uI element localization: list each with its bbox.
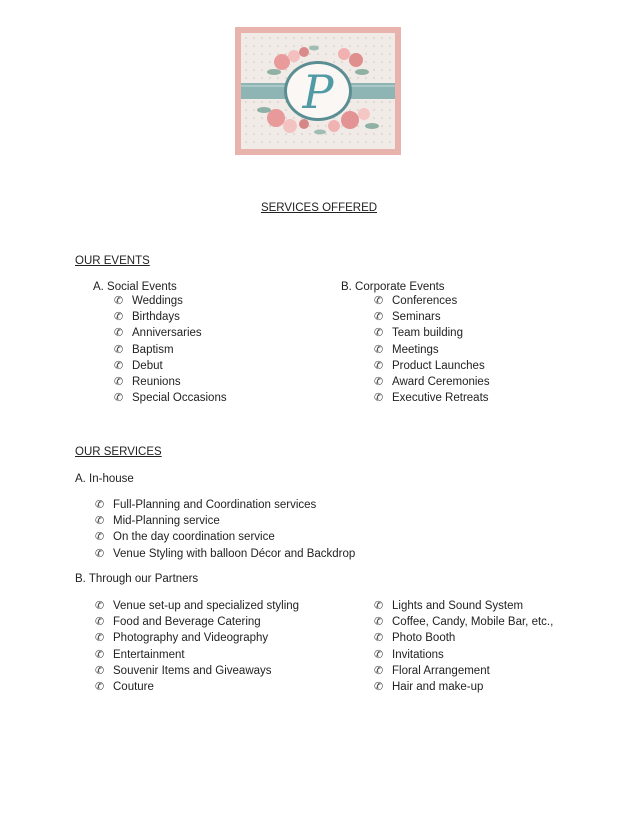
- list-item: ✆ Invitations: [374, 647, 553, 663]
- list-item: ✆ Hair and make-up: [374, 679, 553, 695]
- quill-bullet-icon: ✆: [374, 648, 384, 661]
- list-item: ✆ Souvenir Items and Giveaways: [95, 663, 299, 679]
- list-item: ✆ Entertainment: [95, 647, 299, 663]
- list-item: ✆ Product Launches: [374, 358, 490, 374]
- quill-bullet-icon: ✆: [374, 600, 384, 612]
- list-item: ✆ Food and Beverage Catering: [95, 614, 299, 630]
- quill-bullet-icon: ✆: [95, 616, 105, 629]
- list-item: ✆ Debut: [114, 358, 227, 374]
- list-item: ✆ Conferences: [374, 293, 490, 309]
- quill-bullet-icon: ✆: [114, 359, 124, 372]
- list-item: ✆ Birthdays: [114, 309, 227, 325]
- logo-letter: P: [302, 65, 334, 119]
- list-item: ✆ Award Ceremonies: [374, 374, 490, 390]
- quill-bullet-icon: ✆: [114, 375, 124, 388]
- quill-bullet-icon: ✆: [374, 343, 384, 356]
- list-item: ✆ Coffee, Candy, Mobile Bar, etc.,: [374, 614, 553, 630]
- social-events-list: [114, 293, 227, 406]
- partners-list-left: [95, 598, 299, 695]
- quill-bullet-icon: ✆: [374, 311, 384, 324]
- quill-bullet-icon: ✆: [95, 499, 105, 511]
- quill-bullet-icon: ✆: [374, 392, 384, 405]
- list-item: ✆ Venue Styling with balloon Décor and Backdrop: [95, 546, 355, 562]
- quill-bullet-icon: ✆: [374, 680, 384, 693]
- list-item: ✆ Reunions: [114, 374, 227, 390]
- quill-bullet-icon: ✆: [374, 632, 384, 645]
- quill-bullet-icon: ✆: [114, 327, 124, 340]
- list-item: ✆ Floral Arrangement: [374, 663, 553, 679]
- partners-list-right: [374, 598, 553, 695]
- quill-bullet-icon: ✆: [374, 327, 384, 340]
- quill-bullet-icon: ✆: [95, 547, 105, 560]
- list-item: ✆ Lights and Sound System: [374, 598, 553, 614]
- list-item: ✆ Weddings: [114, 293, 227, 309]
- quill-bullet-icon: ✆: [95, 515, 105, 528]
- list-item: ✆ Special Occasions: [114, 390, 227, 406]
- list-item: ✆ On the day coordination service: [95, 529, 355, 545]
- list-item: ✆ Team building: [374, 325, 490, 341]
- list-item: ✆ Seminars: [374, 309, 490, 325]
- quill-bullet-icon: ✆: [374, 616, 384, 629]
- quill-bullet-icon: ✆: [114, 311, 124, 324]
- list-item: ✆ Anniversaries: [114, 325, 227, 341]
- page-title: SERVICES OFFERED: [260, 202, 378, 214]
- list-item: ✆ Full-Planning and Coordination services: [95, 497, 355, 513]
- list-item: ✆ Photography and Videography: [95, 630, 299, 646]
- social-events-label: A. Social Events: [93, 281, 177, 293]
- quill-bullet-icon: ✆: [95, 531, 105, 544]
- brand-logo: [234, 26, 402, 156]
- quill-bullet-icon: ✆: [95, 680, 105, 693]
- inhouse-list: [95, 497, 355, 562]
- quill-bullet-icon: ✆: [374, 664, 384, 677]
- corporate-events-label: B. Corporate Events: [341, 281, 445, 293]
- quill-bullet-icon: ✆: [114, 343, 124, 356]
- quill-bullet-icon: ✆: [114, 392, 124, 405]
- quill-bullet-icon: ✆: [95, 632, 105, 645]
- partners-label: B. Through our Partners: [75, 573, 199, 585]
- services-heading: OUR SERVICES: [75, 446, 162, 458]
- quill-bullet-icon: ✆: [114, 295, 124, 307]
- quill-bullet-icon: ✆: [374, 359, 384, 372]
- events-heading: OUR EVENTS: [75, 255, 150, 267]
- list-item: ✆ Photo Booth: [374, 630, 553, 646]
- quill-bullet-icon: ✆: [95, 648, 105, 661]
- list-item: ✆ Mid-Planning service: [95, 513, 355, 529]
- inhouse-label: A. In-house: [75, 473, 134, 485]
- list-item: ✆ Executive Retreats: [374, 390, 490, 406]
- quill-bullet-icon: ✆: [95, 600, 105, 612]
- quill-bullet-icon: ✆: [374, 375, 384, 388]
- list-item: ✆ Couture: [95, 679, 299, 695]
- list-item: ✆ Baptism: [114, 342, 227, 358]
- corporate-events-list: [374, 293, 490, 406]
- quill-bullet-icon: ✆: [374, 295, 384, 307]
- quill-bullet-icon: ✆: [95, 664, 105, 677]
- list-item: ✆ Meetings: [374, 342, 490, 358]
- list-item: ✆ Venue set-up and specialized styling: [95, 598, 299, 614]
